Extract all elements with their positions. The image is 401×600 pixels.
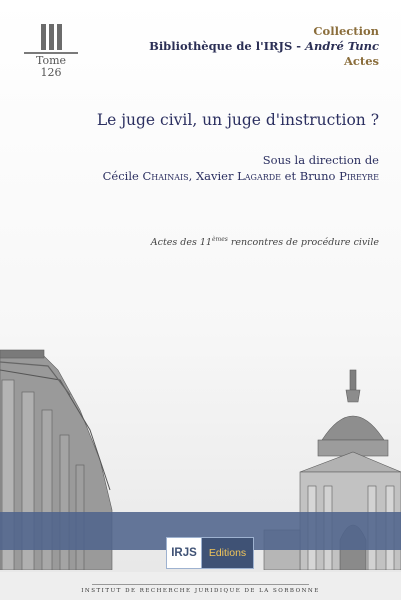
institute-name: INSTITUT DE RECHERCHE JURIDIQUE DE LA SORBONNE bbox=[81, 588, 320, 594]
tome-pillar-icon bbox=[24, 24, 78, 50]
editor2-last: Lagarde bbox=[237, 169, 281, 183]
editor3-first: et Bruno bbox=[281, 169, 340, 183]
book-title: Le juge civil, un juge d'instruction ? bbox=[96, 111, 379, 129]
editions-label: Editions bbox=[208, 547, 247, 559]
editors-block bbox=[103, 152, 379, 184]
editor1-last: Chainais bbox=[142, 169, 189, 183]
collection-block bbox=[149, 24, 379, 69]
collection-name bbox=[149, 39, 379, 54]
collection-series: Actes bbox=[343, 54, 379, 68]
editors-line bbox=[103, 169, 379, 183]
collection-name-emph: André Tunc bbox=[305, 39, 379, 53]
subtitle bbox=[151, 236, 379, 248]
irjs-editions-logo bbox=[166, 537, 254, 569]
tome-logo bbox=[24, 24, 78, 78]
editor3-last: Pireyre bbox=[339, 169, 379, 183]
collection-label: Collection bbox=[313, 24, 379, 38]
subtitle-sup: èmes bbox=[211, 236, 228, 243]
editor2-first: , Xavier bbox=[188, 169, 238, 183]
subtitle-before: Actes des 11 bbox=[150, 237, 212, 249]
subtitle-after: rencontres de procédure civile bbox=[227, 237, 379, 249]
irjs-logo-text: IRJS bbox=[167, 538, 202, 568]
editor1-first: Cécile bbox=[102, 169, 143, 183]
footer-rule bbox=[92, 584, 309, 585]
tome-label: Tome bbox=[35, 54, 67, 67]
tome-number: 126 bbox=[40, 66, 62, 79]
collection-name-prefix: Bibliothèque de l'IRJS - bbox=[149, 39, 306, 53]
footer bbox=[0, 572, 401, 600]
direction-label: Sous la direction de bbox=[262, 153, 379, 167]
